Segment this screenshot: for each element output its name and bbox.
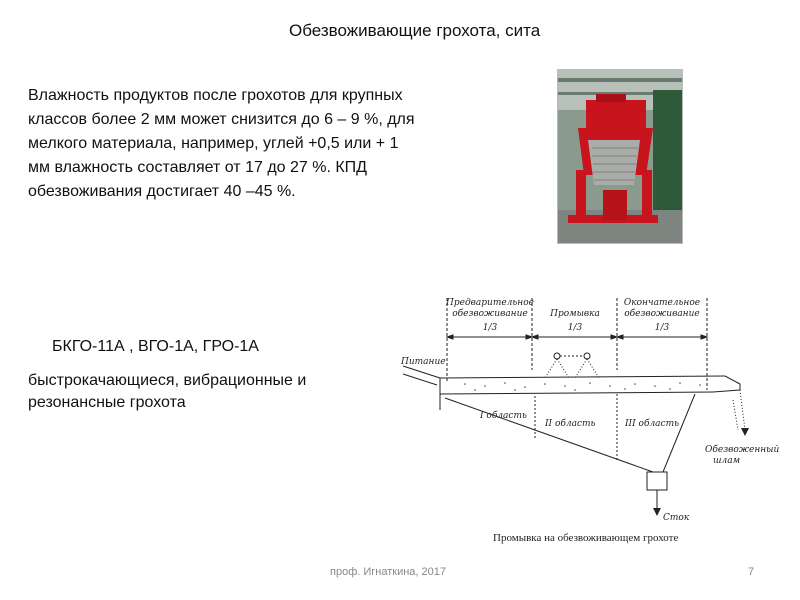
area-3-label: III область xyxy=(625,419,680,429)
area-2-label: II область xyxy=(545,419,596,429)
feed-label: Питание xyxy=(401,357,446,367)
screen-types: быстрокачающиеся, вибрационные и резонансные грохота xyxy=(28,372,307,411)
zone-2-fraction: 1/3 xyxy=(567,323,583,333)
machine-photo xyxy=(557,69,683,244)
washing-screen-diagram xyxy=(395,290,780,550)
drain-label: Сток xyxy=(663,513,690,523)
zone-1-fraction: 1/3 xyxy=(482,323,498,333)
sludge-label-line1: Обезвоженный xyxy=(705,445,780,455)
zone-3-title-line1: Окончательное xyxy=(623,298,701,308)
slide-title: Обезвоживающие грохота, сита xyxy=(289,21,541,40)
zone-3-title-line2: обезвоживание xyxy=(624,309,700,319)
sludge-label-line2: шлам xyxy=(713,456,741,466)
models-list: БКГО-11А , ВГО-1А, ГРО-1А xyxy=(52,338,259,355)
zone-1-title-line2: обезвоживание xyxy=(452,309,528,319)
body-paragraph: Влажность продуктов после грохотов для крупных классов более 2 мм может снизится до 6 – 9 %, для мелкого материала, например, углей +0,5 или + 1 мм влажность составляет от 17 до 27 %. КПД обезвоживания достигает 40 –45 %. xyxy=(28,87,415,200)
diagram-caption: Промывка на обезвоживающем грохоте xyxy=(493,532,679,544)
page-number: 7 xyxy=(748,566,755,578)
zone-1-title-line1: Предварительное xyxy=(446,298,534,308)
zone-2-title: Промывка xyxy=(550,309,600,319)
footer-author: проф. Игнаткина, 2017 xyxy=(330,566,446,578)
area-1-label: I область xyxy=(480,411,527,421)
zone-3-fraction: 1/3 xyxy=(654,323,670,333)
